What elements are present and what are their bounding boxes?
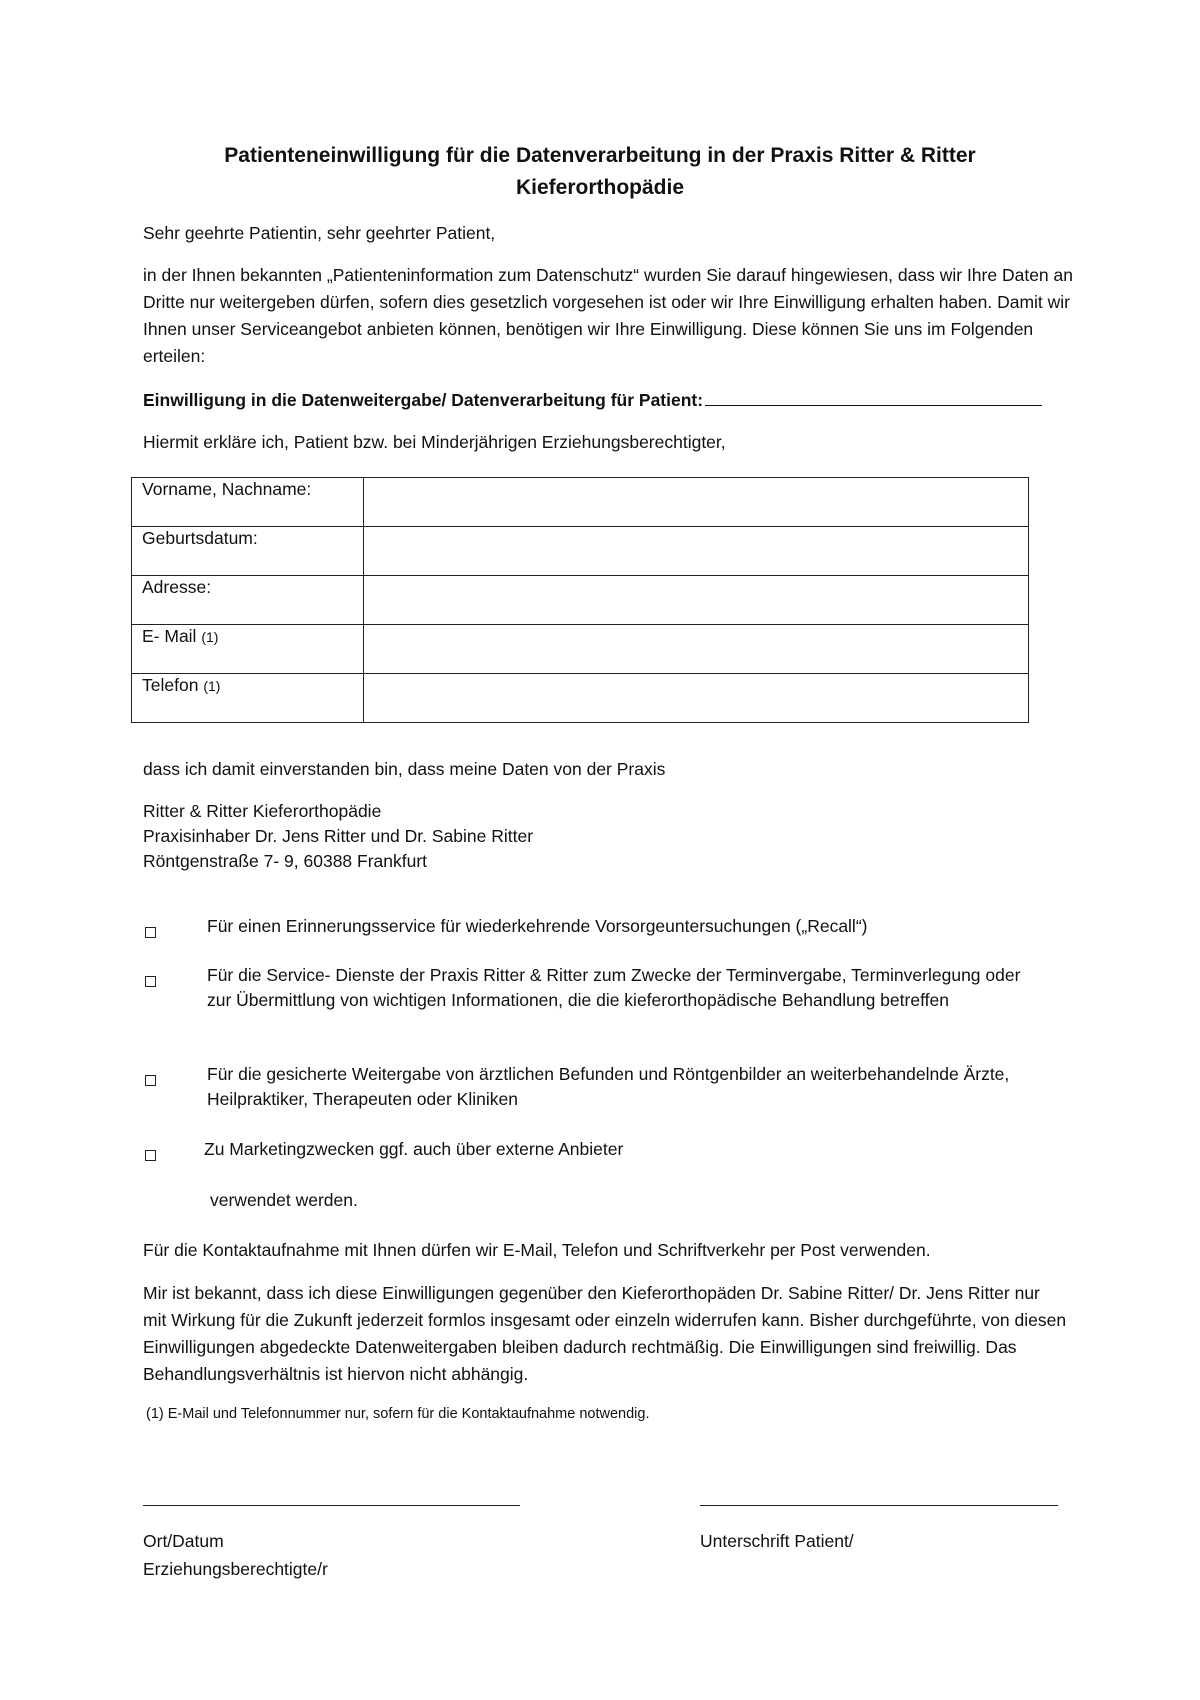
footnote: (1) E-Mail und Telefonnummer nur, sofern für die Kontaktaufnahme notwendig. (146, 1406, 650, 1422)
recall-checkbox[interactable] (145, 927, 156, 938)
field-label-text: Telefon (142, 675, 199, 695)
field-label-text: E- Mail (142, 626, 197, 646)
footnote-marker: (1) (201, 629, 219, 645)
option-findings-label: Für die gesicherte Weitergabe von ärztlichen Befunden und Röntgenbilder an weiterbehandelnde Ärzte, Heilpraktiker, Therapeuten oder Kliniken (207, 1064, 1010, 1109)
phone-field[interactable] (364, 674, 1029, 723)
service-checkbox[interactable] (145, 976, 156, 987)
option-marketing-label: Zu Marketingzwecken ggf. auch über externe Anbieter (204, 1139, 624, 1159)
field-label (132, 674, 364, 723)
email-field[interactable] (364, 625, 1029, 674)
place-date-signature-line[interactable] (143, 1505, 520, 1506)
field-label-text: Adresse: (142, 577, 212, 597)
findings-checkbox[interactable] (145, 1075, 156, 1086)
practice-owners: Praxisinhaber Dr. Jens Ritter und Dr. Sabine Ritter (143, 826, 534, 846)
document-title (120, 140, 1080, 204)
salutation: Sehr geehrte Patientin, sehr geehrter Patient, (143, 223, 496, 243)
used-text: verwendet werden. (210, 1190, 358, 1210)
birthdate-field[interactable] (364, 527, 1029, 576)
practice-name: Ritter & Ritter Kieferorthopädie (143, 801, 382, 821)
field-label (132, 527, 364, 576)
patient-signature-label: Unterschrift Patient/ (700, 1531, 854, 1551)
consent-heading (143, 387, 1073, 414)
table-row (132, 527, 1029, 576)
consent-heading-text: Einwilligung in die Datenweitergabe/ Datenverarbeitung für Patient: (143, 390, 704, 410)
table-row (132, 625, 1029, 674)
agreement-text: dass ich damit einverstanden bin, dass meine Daten von der Praxis (143, 759, 666, 779)
practice-address: Röntgenstraße 7- 9, 60388 Frankfurt (143, 851, 428, 871)
patient-name-line[interactable] (705, 387, 1042, 406)
place-date-label (143, 1527, 543, 1583)
revocation-paragraph: Mir ist bekannt, dass ich diese Einwilligungen gegenüber den Kieferorthopäden Dr. Sabine Ritter/ Dr. Jens Ritter nur mit Wirkung für die Zukunft jederzeit formlos insgesamt oder einzeln widerrufen kann. Bisher durchgeführte, von diesen Einwilligungen abgedeckte Datenweitergaben bleiben dadurch rechtmäßig. Die Einwilligungen sind freiwillig. Das Behandlungsverhältnis ist hiervon nicht abhängig. (143, 1283, 1067, 1384)
title-line-2: Kieferorthopädie (515, 176, 685, 199)
marketing-checkbox[interactable] (145, 1150, 156, 1161)
address-field[interactable] (364, 576, 1029, 625)
field-label (132, 625, 364, 674)
footnote-marker: (1) (203, 678, 221, 694)
declaration: Hiermit erkläre ich, Patient bzw. bei Minderjährigen Erziehungsberechtigter, (143, 432, 726, 452)
practice-address-block (143, 799, 1073, 874)
patient-signature-line[interactable] (700, 1505, 1058, 1506)
name-field[interactable] (364, 478, 1029, 527)
option-service-label: Für die Service- Dienste der Praxis Ritter & Ritter zum Zwecke der Terminvergabe, Terminverlegung oder zur Übermittlung von wichtigen Informationen, die die kieferorthopädische Behandlung betreffen (207, 965, 1021, 1010)
field-label (132, 576, 364, 625)
field-label (132, 478, 364, 527)
intro-paragraph: in der Ihnen bekannten „Patienteninformation zum Datenschutz“ wurden Sie darauf hingewiesen, dass wir Ihre Daten an Dritte nur weitergeben dürfen, sofern dies gesetzlich vorgesehen ist oder wir Ihre Einwilligung erhalten haben. Damit wir Ihnen unser Serviceangebot anbieten können, benötigen wir Ihre Einwilligung. Diese können Sie uns im Folgenden erteilen: (143, 265, 1073, 366)
field-label-text: Vorname, Nachname: (142, 479, 312, 499)
table-row (132, 576, 1029, 625)
title-line-1: Patienteneinwilligung für die Datenverarbeitung in der Praxis Ritter & Ritter (224, 144, 976, 167)
option-recall-label: Für einen Erinnerungsservice für wiederkehrende Vorsorgeuntersuchungen („Recall“) (207, 916, 868, 936)
place-date-label-line-2: Erziehungsberechtigte/r (143, 1559, 328, 1579)
patient-data-table (131, 477, 1029, 723)
place-date-label-line-1: Ort/Datum (143, 1531, 224, 1551)
table-row (132, 478, 1029, 527)
contact-text: Für die Kontaktaufnahme mit Ihnen dürfen wir E-Mail, Telefon und Schriftverkehr per Post verwenden. (143, 1240, 931, 1260)
field-label-text: Geburtsdatum: (142, 528, 258, 548)
table-row (132, 674, 1029, 723)
